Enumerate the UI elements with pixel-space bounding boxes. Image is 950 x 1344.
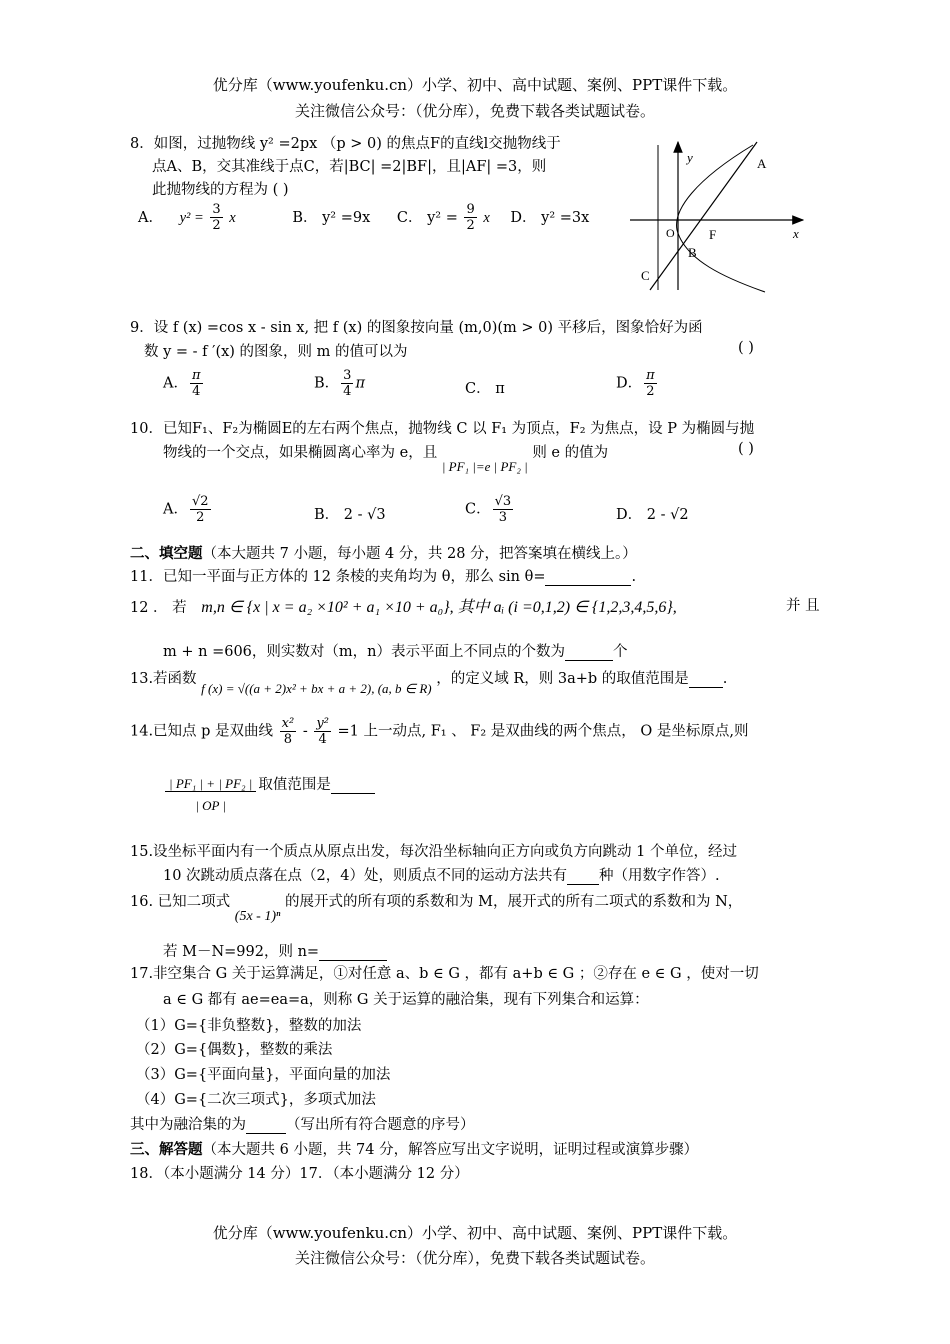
q9-line-1: 9．设 f (x) =cos x - sin x, 把 f (x) 的图象按向量 (m,0)(m > 0) 平移后，图象恰好为函 [130,320,703,336]
q9-option-b: B． $\frac{3}{4}$ π [314,368,365,399]
label-A: A [757,156,767,171]
q8-option-c: C． y² = $\frac{9}{2}$ x [396,202,490,233]
q8-options [138,202,589,233]
q9-line-2: 数 y = - f ′(x) 的图象，则 m 的值可以为 [144,344,408,360]
focal-line [650,142,757,290]
q15-answer-blank[interactable] [567,868,599,885]
q9-option-d: D． $\frac{\pi}{2}$ [616,368,655,399]
q17-item-4: （4）G={二次三项式}，多项式加法 [136,1092,376,1108]
label-B: B [688,245,697,260]
q12-and: 并 且 [786,598,820,614]
q8-parabola-figure [625,140,810,300]
q10-option-b: B． 2 - √3 [314,507,386,523]
q13: 13.若函数 f (x) = √((a + 2)x² + bx + a + 2), (a, b ∈ R) ，的定义域 R，则 3a+b 的取值范围是 . [130,671,728,696]
q14-answer-blank[interactable] [331,777,375,794]
q12-line-2: m + n =606，则实数对（m，n）表示平面上不同点的个数为 个 [163,644,628,660]
q12-line-1: 12 ． 若 m,n ∈ {x | x = a₂ ×10² + a₁ ×10 + a₀}, 其中 aᵢ (i =0,1,2) ∈ {1,2,3,4,5,6}, [130,599,677,616]
q10-line-1: 10．已知F₁、F₂为椭圆E的左右两个焦点，抛物线 C 以 F₁ 为顶点，F₂ 为焦点，设 P 为椭圆与抛 [130,421,755,437]
q17-line-2: a ∈ G 都有 ae=ea=a，则称 G 关于运算的融洽集，现有下列集合和运算： [163,992,649,1008]
section-3-heading: 三、解答题（本大题共 6 小题，共 74 分，解答应写出文字说明，证明过程或演算步骤） [130,1141,699,1158]
q17-item-3: （3）G={平面向量}，平面向量的加法 [136,1067,391,1083]
q10-option-a: A． $\frac{√2}{2}$ [163,494,209,525]
label-O: O [666,226,675,240]
q10-option-c: C． $\frac{√3}{3}$ [465,494,512,525]
footer-line-2: 关注微信公众号：（优分库），免费下载各类试题试卷。 [294,1249,655,1267]
q17-item-2: （2）G={偶数}，整数的乘法 [136,1042,333,1058]
q11: 11．已知一平面与正方体的 12 条棱的夹角均为 θ，那么 sin θ= . [130,569,637,585]
q17-item-1: （1）G={非负整数}，整数的加法 [136,1018,362,1034]
q10-line-2: 物线的一个交点，如果椭圆离心率为 e，且 | PF₁ |=e | PF₂ | 则 e 的值为 [163,445,609,474]
q13-answer-blank[interactable] [689,671,723,688]
q14-line-2: $\frac{\text{| PF₁ | + | PF₂ |}}{| OP |}$ 取值范围是 [163,776,375,813]
header-line-2: 关注微信公众号：（优分库），免费下载各类试题试卷。 [294,102,655,120]
q14-line-1: 14.已知点 p 是双曲线 $\frac{\text{x²}}{8}$ - $\frac{\text{y²}}{4}$ =1 上一动点, F₁ 、 F₂ 是双曲线的两个焦点， O 是坐标原点,则 [130,716,749,747]
section-2-heading: 二、填空题（本大题共 7 小题，每小题 4 分，共 28 分，把答案填在横线上。） [130,545,637,562]
q18: 18．（本小题满分 14 分）17．（本小题满分 12 分） [130,1166,469,1182]
label-C: C [641,268,650,283]
q16-line-2: 若 M－N=992，则 n= [163,940,387,961]
q12-answer-blank[interactable] [565,644,613,661]
q17-answer-blank[interactable] [246,1117,286,1134]
q17-line-1: 17.非空集合 G 关于运算满足，①对任意 a、b ∈ G ，都有 a+b ∈ G ；②存在 e ∈ G ，使对一切 [130,966,759,982]
q17-tail: 其中为融洽集的为 （写出所有符合题意的序号） [130,1117,475,1133]
q9-option-c: C． π [465,381,505,397]
label-x: x [793,226,799,241]
q15-line-2: 10 次跳动质点落在点（2，4）处，则质点不同的运动方法共有 种（用数字作答）. [163,868,720,884]
q11-answer-blank[interactable] [545,569,631,586]
q9-option-a: A． $\frac{\pi}{4}$ [163,368,201,399]
footer-line-1: 优分库（www.youfenku.cn）小学、初中、高中试题、案例、PPT课件下载。 [212,1224,738,1242]
q8-option-d: D． y² =3x [510,209,590,226]
q10-option-d: D． 2 - √2 [616,507,689,523]
q8-option-b: B． y² =9x [292,209,371,226]
q8-option-a: A． y² = $\frac{3}{2}$ x [138,202,236,233]
label-y: y [687,150,693,165]
q16-line-1: 16. 已知二项式 (5x - 1)ⁿ 的展开式的所有项的系数和为 M，展开式的所有二项式的系数和为 N， [130,894,743,924]
q8-line-2: 点A、B，交其准线于点C，若|BC| =2|BF|，且|AF| =3，则 [152,159,547,175]
header-line-1: 优分库（www.youfenku.cn）小学、初中、高中试题、案例、PPT课件下载。 [212,76,738,94]
label-F: F [709,227,717,242]
q8-line-1: 8．如图，过抛物线 y² =2px （p > 0) 的焦点F的直线l交抛物线于 [130,136,561,152]
q15-line-1: 15.设坐标平面内有一个质点从原点出发，每次沿坐标轴向正方向或负方向跳动 1 个单位，经过 [130,844,737,860]
parabola-curve [677,145,765,292]
q10-paren: ( ) [738,441,754,457]
q16-answer-blank[interactable] [319,944,387,961]
q9-paren: ( ) [738,340,754,356]
q8-line-3: 此抛物线的方程为 ( ) [152,182,289,198]
